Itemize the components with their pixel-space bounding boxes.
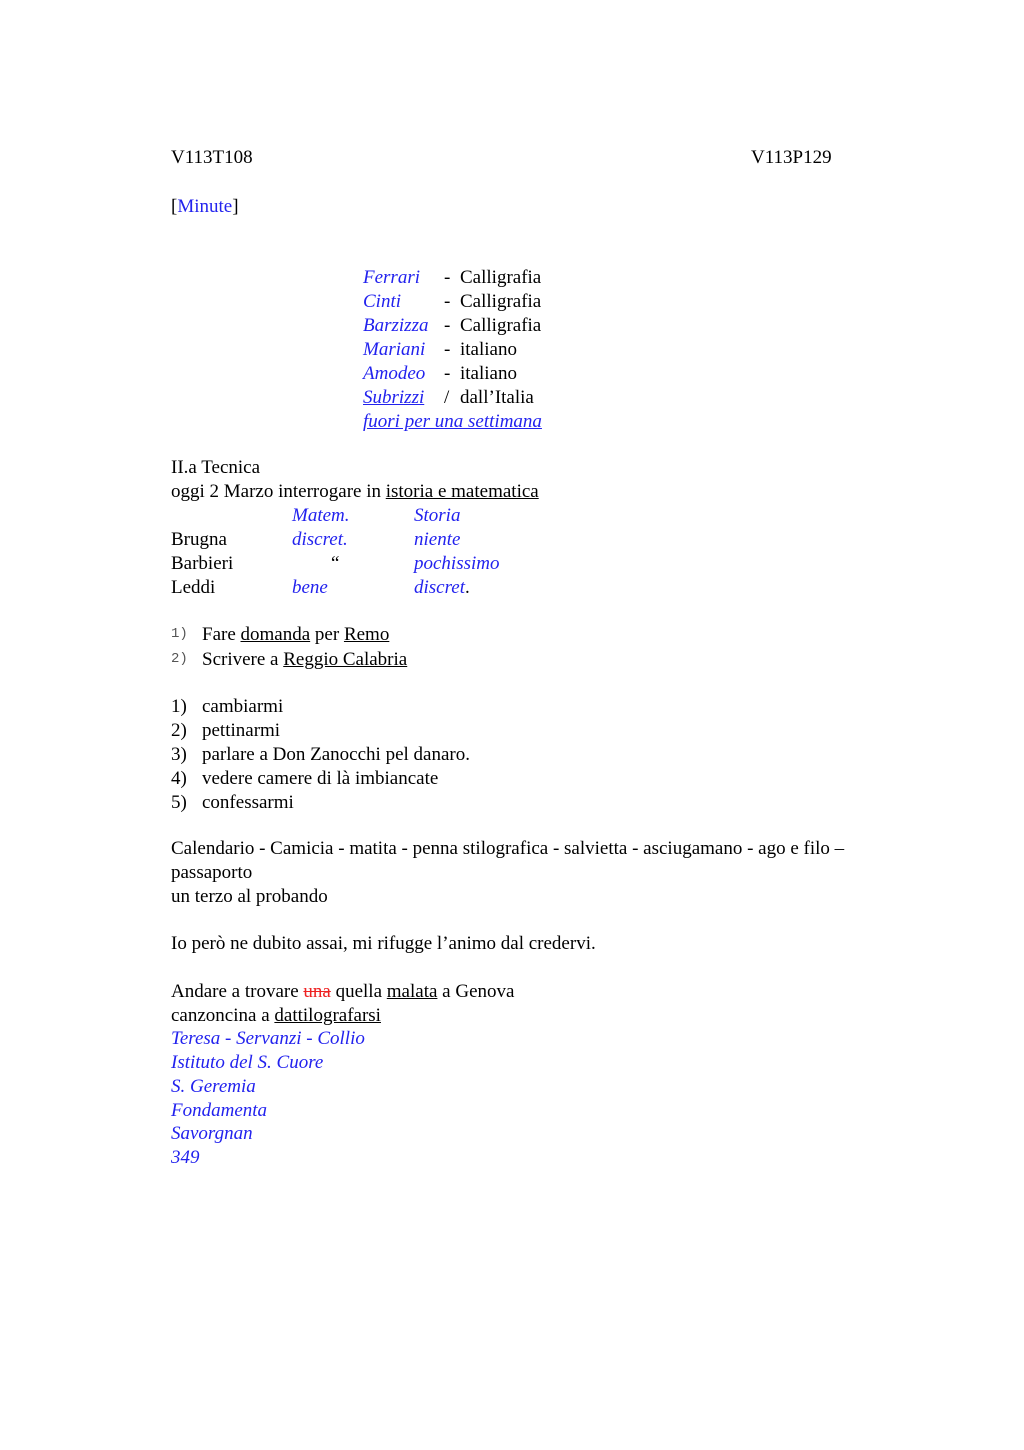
student-history-grade: niente xyxy=(414,529,461,550)
document-code-right: V113P129 xyxy=(751,147,832,168)
list-number: 4) xyxy=(171,768,187,789)
teacher-subject: Calligrafia xyxy=(460,291,542,312)
list-number: 3) xyxy=(171,744,187,765)
teacher-row xyxy=(363,338,623,362)
student-name: Leddi xyxy=(171,577,216,598)
grades-header-row xyxy=(171,504,571,528)
list-number: 2) xyxy=(171,720,187,741)
items-line-1: Calendario - Camicia - matita - penna stilografica - salvietta - asciugamano - ago e filo – xyxy=(171,838,845,859)
list-number: 1) xyxy=(171,626,188,642)
song-line: canzoncina a dattilografarsi xyxy=(171,1005,381,1026)
teacher-subject: dall’Italia xyxy=(460,387,534,408)
teacher-name: Subrizzi xyxy=(363,387,425,408)
teacher-name: Mariani xyxy=(363,339,426,360)
teacher-row xyxy=(363,314,623,338)
minute-link: Minute xyxy=(177,196,233,217)
student-row xyxy=(171,528,571,552)
teachers-list xyxy=(363,266,623,436)
student-history-grade: pochissimo xyxy=(414,553,500,574)
teacher-row xyxy=(363,386,623,410)
list-text: cambiarmi xyxy=(202,696,284,717)
student-name: Brugna xyxy=(171,529,227,550)
document-code-left: V113T108 xyxy=(171,147,253,168)
student-row xyxy=(171,552,571,576)
list-item xyxy=(171,622,571,647)
teacher-name: Barzizza xyxy=(363,315,429,336)
teacher-note: fuori per una settimana xyxy=(363,411,542,432)
list-item xyxy=(171,719,671,743)
column-header-history: Storia xyxy=(414,505,461,526)
teacher-subject: italiano xyxy=(460,363,517,384)
teacher-row xyxy=(363,266,623,290)
list-text: Scrivere a Reggio Calabria xyxy=(202,649,408,670)
teacher-row xyxy=(363,290,623,314)
struck-word: una xyxy=(303,981,331,1002)
list-number: 1) xyxy=(171,696,187,717)
list-item xyxy=(171,647,571,672)
teacher-subject: italiano xyxy=(460,339,517,360)
class-intro: oggi 2 Marzo interrogare in istoria e matematica xyxy=(171,481,539,502)
teacher-separator: - xyxy=(444,315,451,336)
teacher-separator: / xyxy=(444,387,450,408)
address-line: Istituto del S. Cuore xyxy=(171,1052,324,1073)
address-line: 349 xyxy=(171,1147,200,1168)
student-math-grade: discret. xyxy=(292,529,348,550)
teacher-name: Ferrari xyxy=(363,267,420,288)
column-header-math: Matem. xyxy=(292,505,350,526)
address-line: Teresa - Servanzi - Collio xyxy=(171,1028,365,1049)
teacher-separator: - xyxy=(444,291,451,312)
minute-label: [Minute] xyxy=(171,196,239,217)
list-text: parlare a Don Zanocchi pel danaro. xyxy=(202,744,470,765)
list-item xyxy=(171,743,671,767)
teacher-subject: Calligrafia xyxy=(460,267,542,288)
list-text: vedere camere di là imbiancate xyxy=(202,768,439,789)
address-line: S. Geremia xyxy=(171,1076,256,1097)
teacher-subject: Calligrafia xyxy=(460,315,542,336)
list-text: confessarmi xyxy=(202,792,294,813)
intro-subjects: istoria e matematica xyxy=(385,481,539,502)
teacher-separator: - xyxy=(444,339,451,360)
items-line-2: passaporto xyxy=(171,862,253,883)
list-item xyxy=(171,767,671,791)
teacher-name: Amodeo xyxy=(363,363,426,384)
student-math-grade: “ xyxy=(331,553,340,574)
items-line-3: un terzo al probando xyxy=(171,886,328,907)
class-title: II.a Tecnica xyxy=(171,457,261,478)
list-number: 2) xyxy=(171,651,188,667)
list-number: 5) xyxy=(171,792,187,813)
task-list-b xyxy=(171,695,671,815)
teacher-name: Cinti xyxy=(363,291,402,312)
address-line: Savorgnan xyxy=(171,1123,253,1144)
student-history-grade: discret. xyxy=(414,577,470,598)
student-row xyxy=(171,576,571,600)
doubt-line: Io però ne dubito assai, mi rifugge l’animo dal credervi. xyxy=(171,933,596,954)
student-math-grade: bene xyxy=(292,577,328,598)
list-text: Fare domanda per Remo xyxy=(202,624,390,645)
list-item xyxy=(171,695,671,719)
visit-line: Andare a trovare una quella malata a Genova xyxy=(171,981,515,1002)
student-name: Barbieri xyxy=(171,553,234,574)
teacher-separator: - xyxy=(444,267,451,288)
task-list-a xyxy=(171,622,571,672)
teacher-separator: - xyxy=(444,363,451,384)
grades-table xyxy=(171,504,571,600)
list-item xyxy=(171,791,671,815)
address-line: Fondamenta xyxy=(171,1100,268,1121)
teacher-note-row xyxy=(363,410,623,434)
address-block xyxy=(171,1027,571,1171)
list-text: pettinarmi xyxy=(202,720,281,741)
teacher-row xyxy=(363,362,623,386)
